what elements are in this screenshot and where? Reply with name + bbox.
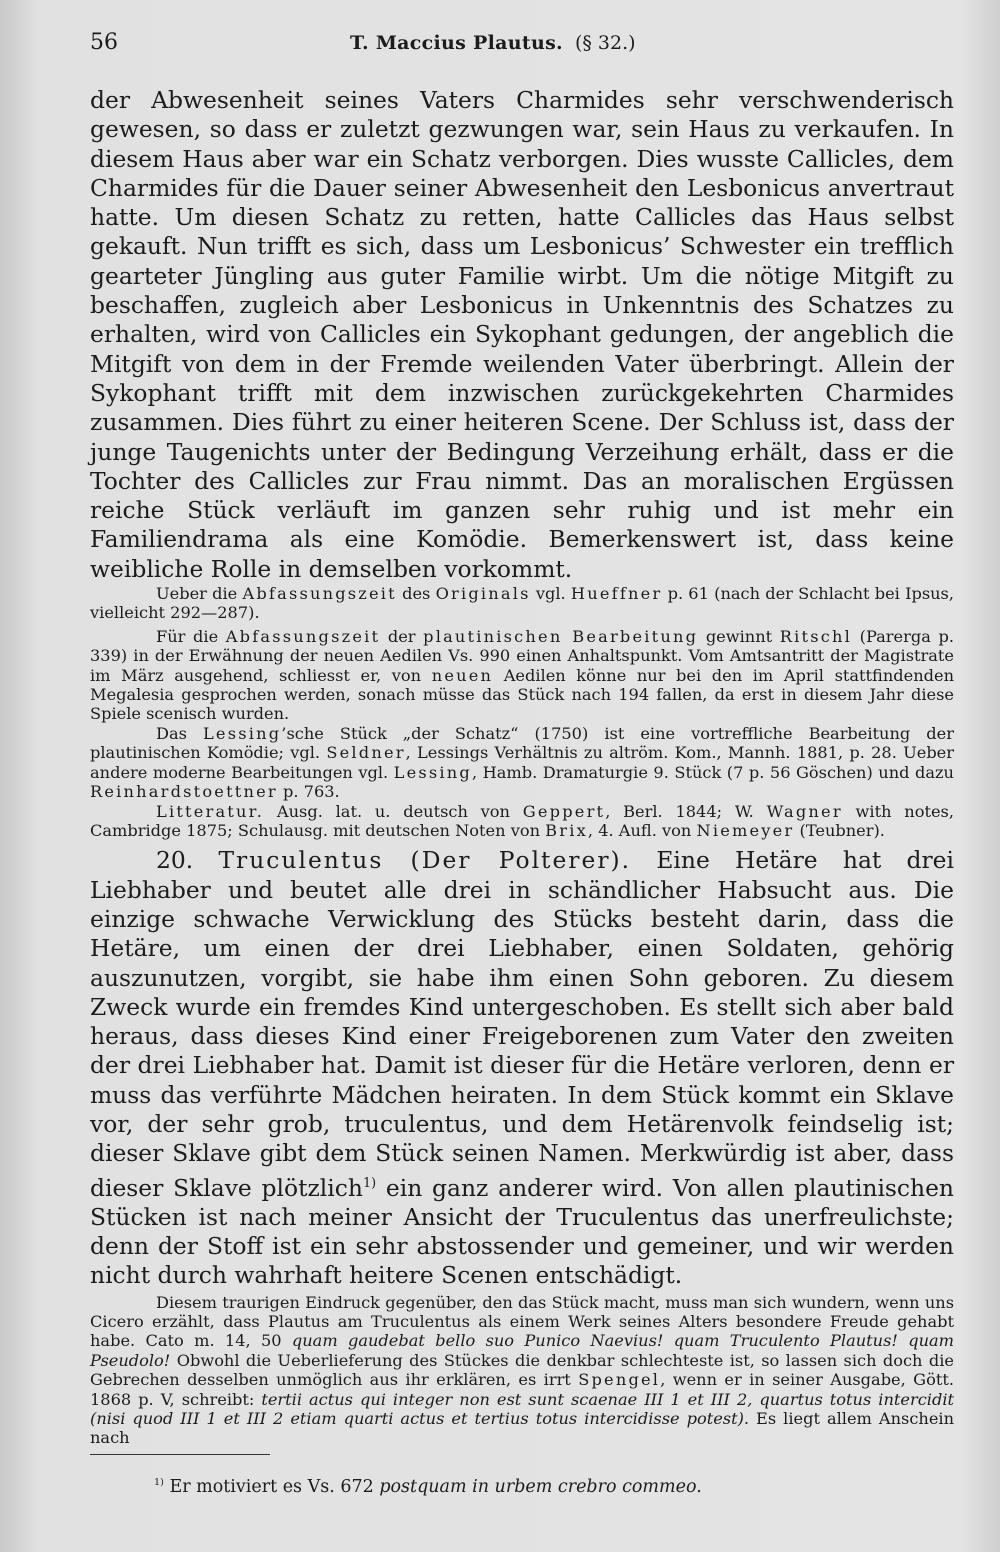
note-abfassungszeit-bearbeitung: Für die Abfassungszeit der plautinischen Bearbeitung gewinnt Ritschl (Parerga p. 339) in der Erwähnung der neuen Aedilen Vs. 990 einen Anhaltspunkt. Vom Amtsantritt der Magistrate im März ausgehend, schliesst er, von neuen Aedilen könne nur bei den im April stattfindenden Megalesia gesprochen werden, sonach müsse das Stück nach 194 fallen, da erst in diesem Jahr diese Spiele scenisch wurden. — [90, 626, 954, 724]
running-title: T. Maccius Plautus. — [350, 32, 563, 54]
note-abfassungszeit-original: Ueber die Abfassungszeit des Originals vgl. Hueffner p. 61 (nach der Schlacht bei Ipsus, vielleicht 292—287). — [90, 584, 955, 623]
footnote-separator — [90, 1454, 270, 1455]
footnote-mark: 1) — [154, 1477, 164, 1489]
note-litteratur: Litteratur. Ausg. lat. u. deutsch von Geppert, Berl. 1844; W. Wagner with notes, Cambridge 1875; Schulausg. mit deutschen Noten von Brix, 4. Aufl. von Niemeyer (Teubner). — [90, 801, 954, 840]
section-number: 20. — [156, 846, 194, 875]
main-paragraph: der Abwesenheit seines Vaters Charmides sehr verschwenderisch gewesen, so dass er zuletzt gezwungen war, sein Haus zu verkaufen. In diesem Haus aber war ein Schatz verborgen. Dies wusste Callicles, dem Charmides für die Dauer seiner Abwesenheit den Lesbonicus anvertraut hatte. Um diesen Schatz zu retten, hatte Callicles das Haus selbst gekauft. Nun trifft es sich, dass um Lesbonicus’ Schwester ein trefflich gearteter Jüngling aus guter Familie wirbt. Um die nötige Mitgift zu beschaffen, zugleich aber Lesbonicus in Unkenntnis des Schatzes zu erhalten, wird von Callicles ein Sykophant gedungen, der angeblich die Mitgift von dem in der Fremde weilenden Vater überbringt. Allein der Sykophant trifft mit dem inzwischen zurückgekehrten Charmides zusammen. Dies führt zu einer heiteren Scene. Der Schluss ist, dass der junge Taugenichts unter der Bedingung Verzeihung erhält, dass er die Tochter des Callicles zur Frau nimmt. Das an moralischen Ergüssen reiche Stück verläuft im ganzen sehr ruhig und ist mehr ein Familiendrama als eine Komödie. Bemerkenswert ist, dass keine weibliche Rolle in demselben vorkommt. — [90, 86, 954, 583]
page-body — [90, 86, 954, 1448]
note-cicero: Diesem traurigen Eindruck gegenüber, den das Stück macht, muss man sich wundern, wenn uns Cicero erzählt, dass Plautus am Truculentus als einem Werk seines Alters besondere Freude gehabt habe. Cato m. 14, 50 quam gaudebat bello suo Punico Naevius! quam Truculento Plautus! quam Pseudolo! Obwohl die Ueberlieferung des Stückes die denkbar schlechteste ist, so lassen sich doch die Gebrechen desselben unmöglich aus ihr erklären, es irrt Spengel, wenn er in seiner Ausgabe, Gött. 1868 p. V, schreibt: tertii actus qui integer non est sunt scaenae III 1 et III 2, quartus totus intercidit (nisi quod III 1 et III 2 etiam quarti actus et tertius totus intercidisse potest). Es liegt allem Anschein nach — [90, 1292, 955, 1448]
page-header — [90, 30, 954, 70]
page-number: 56 — [90, 30, 118, 55]
footnote-reference: 1) — [362, 1175, 377, 1191]
section-title: Truculentus (Der Polterer). — [218, 846, 632, 875]
running-section: (§ 32.) — [574, 32, 636, 54]
footnote: $^{1)}$ Er motiviert es Vs. 672 postquam in urbem crebro commeo. — [154, 1477, 702, 1498]
section-20-truculentus: 20. Truculentus (Der Polterer). Eine Hetäre hat drei Liebhaber und beutet alle drei in schändlicher Habsucht aus. Die einzige schwache Verwicklung des Stücks besteht darin, dass die Hetäre, um einen der drei Liebhaber, einen Soldaten, gehörig auszunutzen, vorgibt, sie habe ihm einen Sohn geboren. Zu diesem Zweck wurde ein fremdes Kind untergeschoben. Es stellt sich aber bald heraus, dass dieses Kind einer Freigeborenen zum Vater den zweiten der drei Liebhaber hat. Damit ist dieser für die Hetäre verloren, denn er muss das verführte Mädchen heiraten. In dem Stück kommt ein Sklave vor, der sehr grob, truculentus, und dem Hetärenvolk feindselig ist; dieser Sklave gibt dem Stück seinen Namen. Merkwürdig ist aber, dass dieser Sklave plötzlich$^{1)}$ ein ganz anderer wird. Von allen plautinischen Stücken ist nach meiner Ansicht der Truculentus das unerfreulichste; denn der Stoff ist ein sehr abstossender und gemeiner, und wir werden nicht durch wahrhaft heitere Scenen entschädigt. — [90, 846, 955, 1290]
note-lessing: Das Lessing’sche Stück „der Schatz“ (1750) ist eine vortreffliche Bearbeitung der plautinischen Komödie; vgl. Seldner, Lessings Verhältnis zu altröm. Kom., Mannh. 1881, p. 28. Ueber andere moderne Bearbeitungen vgl. Lessing, Hamb. Dramaturgie 9. Stück (7 p. 56 Göschen) und dazu Reinhardstoettner p. 763. — [90, 723, 954, 802]
